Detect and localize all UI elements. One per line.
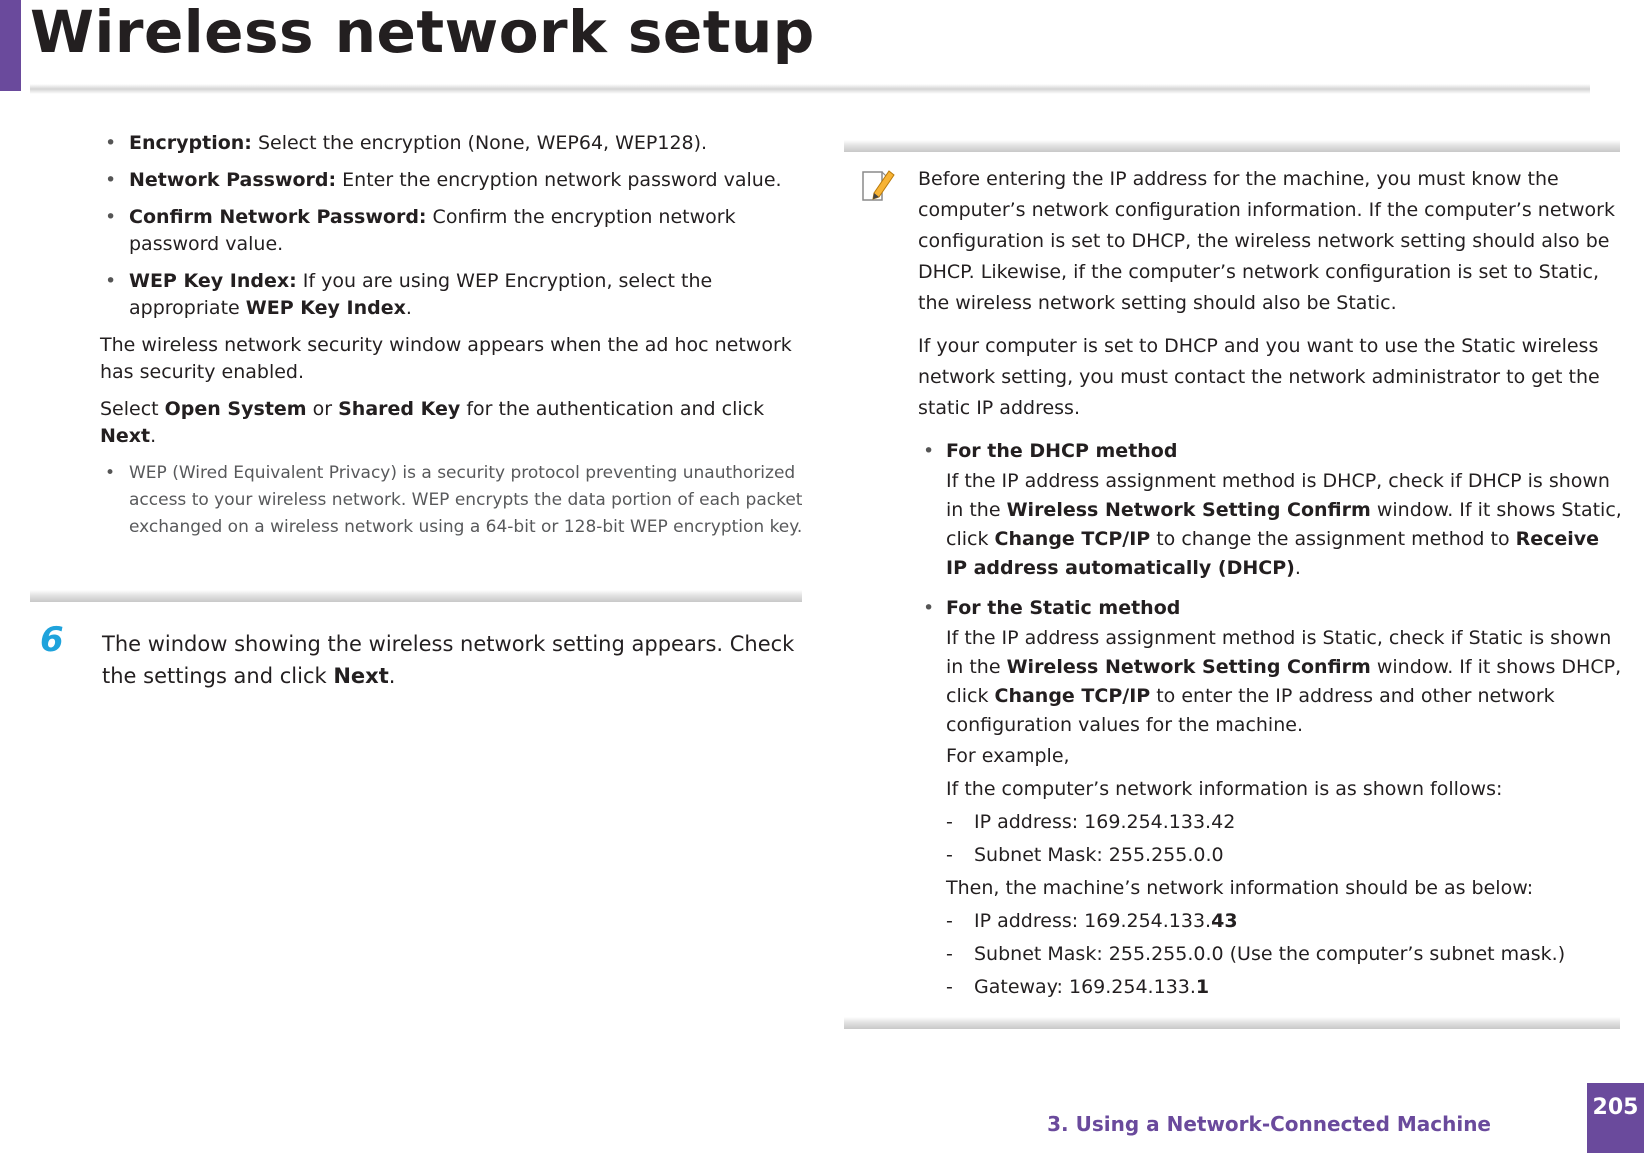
- list-item: [918, 971, 1622, 1004]
- bold-term: Receive IP address automatically (DHCP): [946, 528, 1600, 579]
- list-item: [100, 167, 805, 194]
- bullet-dot: •: [923, 440, 935, 462]
- text-fragment: If the IP address assignment method is DHCP, check if DHCP is shown in the: [946, 470, 1610, 521]
- dash-marker: -: [946, 943, 953, 965]
- authentication-paragraph: [100, 396, 805, 450]
- list-item-text: IP address: 169.254.133.: [974, 910, 1212, 932]
- dash-marker: -: [946, 976, 953, 998]
- page-number: 205: [1587, 1083, 1644, 1153]
- list-item-text: Gateway: 169.254.133.: [974, 976, 1196, 998]
- bold-term: Next: [100, 425, 151, 447]
- bullet-text-end: .: [405, 297, 412, 319]
- note-paragraph: If your computer is set to DHCP and you want to use the Static wireless network setting, you must contact the network administrator to get the static IP address.: [918, 335, 1600, 419]
- text-fragment: .: [1294, 557, 1301, 579]
- bold-term: Change TCP/IP: [994, 685, 1151, 707]
- bullet-text: Enter the encryption network password value.: [336, 169, 782, 191]
- list-item: [100, 130, 805, 157]
- text-fragment: .: [150, 425, 157, 447]
- list-item: [100, 268, 805, 322]
- method-title: For the DHCP method: [946, 440, 1178, 462]
- bold-term: 43: [1211, 910, 1238, 932]
- bullet-dot: •: [105, 270, 117, 292]
- note-body: [918, 164, 1622, 1004]
- step-text: [102, 628, 802, 692]
- bullet-text: Select the encryption (None, WEP64, WEP128).: [251, 132, 708, 154]
- text-fragment: for the authentication and click: [460, 398, 765, 420]
- text-fragment: If the IP address assignment method is Static, check if Static is shown in the: [946, 627, 1612, 678]
- text-fragment: to change the assignment method to: [1150, 528, 1516, 550]
- list-item: [918, 806, 1622, 839]
- note-bottom-divider: [844, 1017, 1620, 1029]
- page-title: Wireless network setup: [30, 0, 815, 66]
- left-column: [100, 130, 805, 551]
- list-item: [918, 938, 1622, 971]
- text-fragment: window. If it shows DHCP, click: [946, 656, 1622, 707]
- static-method-heading: [918, 593, 1622, 624]
- bullet-dot: •: [105, 169, 117, 191]
- dhcp-method-text: [918, 467, 1622, 583]
- note-top-divider: [844, 140, 1620, 152]
- text-fragment: to enter the IP address and other network configuration values for the machine.: [946, 685, 1555, 736]
- bold-term: Shared Key: [338, 398, 461, 420]
- section-divider: [30, 590, 802, 602]
- bold-term: Wireless Network Setting Confirm: [1006, 499, 1371, 521]
- text-fragment: window. If it shows Static, click: [946, 499, 1622, 550]
- dash-marker: -: [946, 811, 953, 833]
- list-item-text: Subnet Mask: 255.255.0.0: [974, 844, 1224, 866]
- bold-term: Open System: [164, 398, 307, 420]
- bullet-text: Confirm the encryption network password value.: [129, 206, 736, 255]
- bullet-label: Network Password:: [129, 169, 337, 191]
- dhcp-method-heading: [918, 436, 1622, 467]
- bullet-label: WEP Key Index:: [129, 270, 297, 292]
- wep-note-text: WEP (Wired Equivalent Privacy) is a security protocol preventing unauthorized access to your wireless network. WEP encrypts the data portion of each packet exchanged on a wireless network using a 64-bit or 128-bit WEP encryption key.: [129, 463, 803, 537]
- header-accent-bar: [0, 0, 21, 91]
- text-fragment: or: [306, 398, 339, 420]
- method-title: For the Static method: [946, 597, 1181, 619]
- example-label: For example,: [946, 745, 1070, 767]
- bullet-dot: •: [923, 597, 935, 619]
- title-underline: [30, 84, 1590, 94]
- note-pencil-icon: [860, 166, 896, 204]
- list-item-text: IP address: 169.254.133.42: [974, 811, 1236, 833]
- step-number: 6: [40, 620, 64, 660]
- chapter-footer: 3. Using a Network-Connected Machine: [1047, 1112, 1491, 1136]
- security-window-paragraph: The wireless network security window appears when the ad hoc network has security enabled.: [100, 334, 792, 383]
- bullet-label: Encryption:: [129, 132, 252, 154]
- bullet-label-inline: WEP Key Index: [245, 297, 406, 319]
- bullet-dot: •: [105, 206, 117, 228]
- dash-marker: -: [946, 844, 953, 866]
- text-fragment: The window showing the wireless network setting appears. Check the settings and click: [102, 632, 795, 688]
- list-item: [100, 204, 805, 258]
- bold-term: Change TCP/IP: [994, 528, 1151, 550]
- bullet-label: Confirm Network Password:: [129, 206, 427, 228]
- wep-note: [100, 460, 805, 541]
- list-item-text: Subnet Mask: 255.255.0.0 (Use the computer’s subnet mask.): [974, 943, 1566, 965]
- given-label: If the computer’s network information is as shown follows:: [946, 778, 1503, 800]
- text-fragment: .: [388, 664, 396, 688]
- list-item: [918, 839, 1622, 872]
- list-item: [918, 905, 1622, 938]
- dash-marker: -: [946, 910, 953, 932]
- bold-term: Wireless Network Setting Confirm: [1006, 656, 1371, 678]
- bullet-text: If you are using WEP Encryption, select the appropriate: [129, 270, 713, 319]
- bullet-dot: •: [105, 463, 116, 483]
- bold-term: Next: [333, 664, 389, 688]
- note-paragraph: Before entering the IP address for the machine, you must know the computer’s network configuration information. If the computer’s network configuration is set to DHCP, the wireless network setting should also be DHCP. Likewise, if the computer’s network configuration is set to Static, the wireless network setting should also be Static.: [918, 168, 1615, 314]
- then-label: Then, the machine’s network information should be as below:: [946, 877, 1534, 899]
- bold-term: 1: [1195, 976, 1210, 998]
- text-fragment: Select: [100, 398, 165, 420]
- bullet-dot: •: [105, 132, 117, 154]
- static-method-text: [918, 624, 1622, 740]
